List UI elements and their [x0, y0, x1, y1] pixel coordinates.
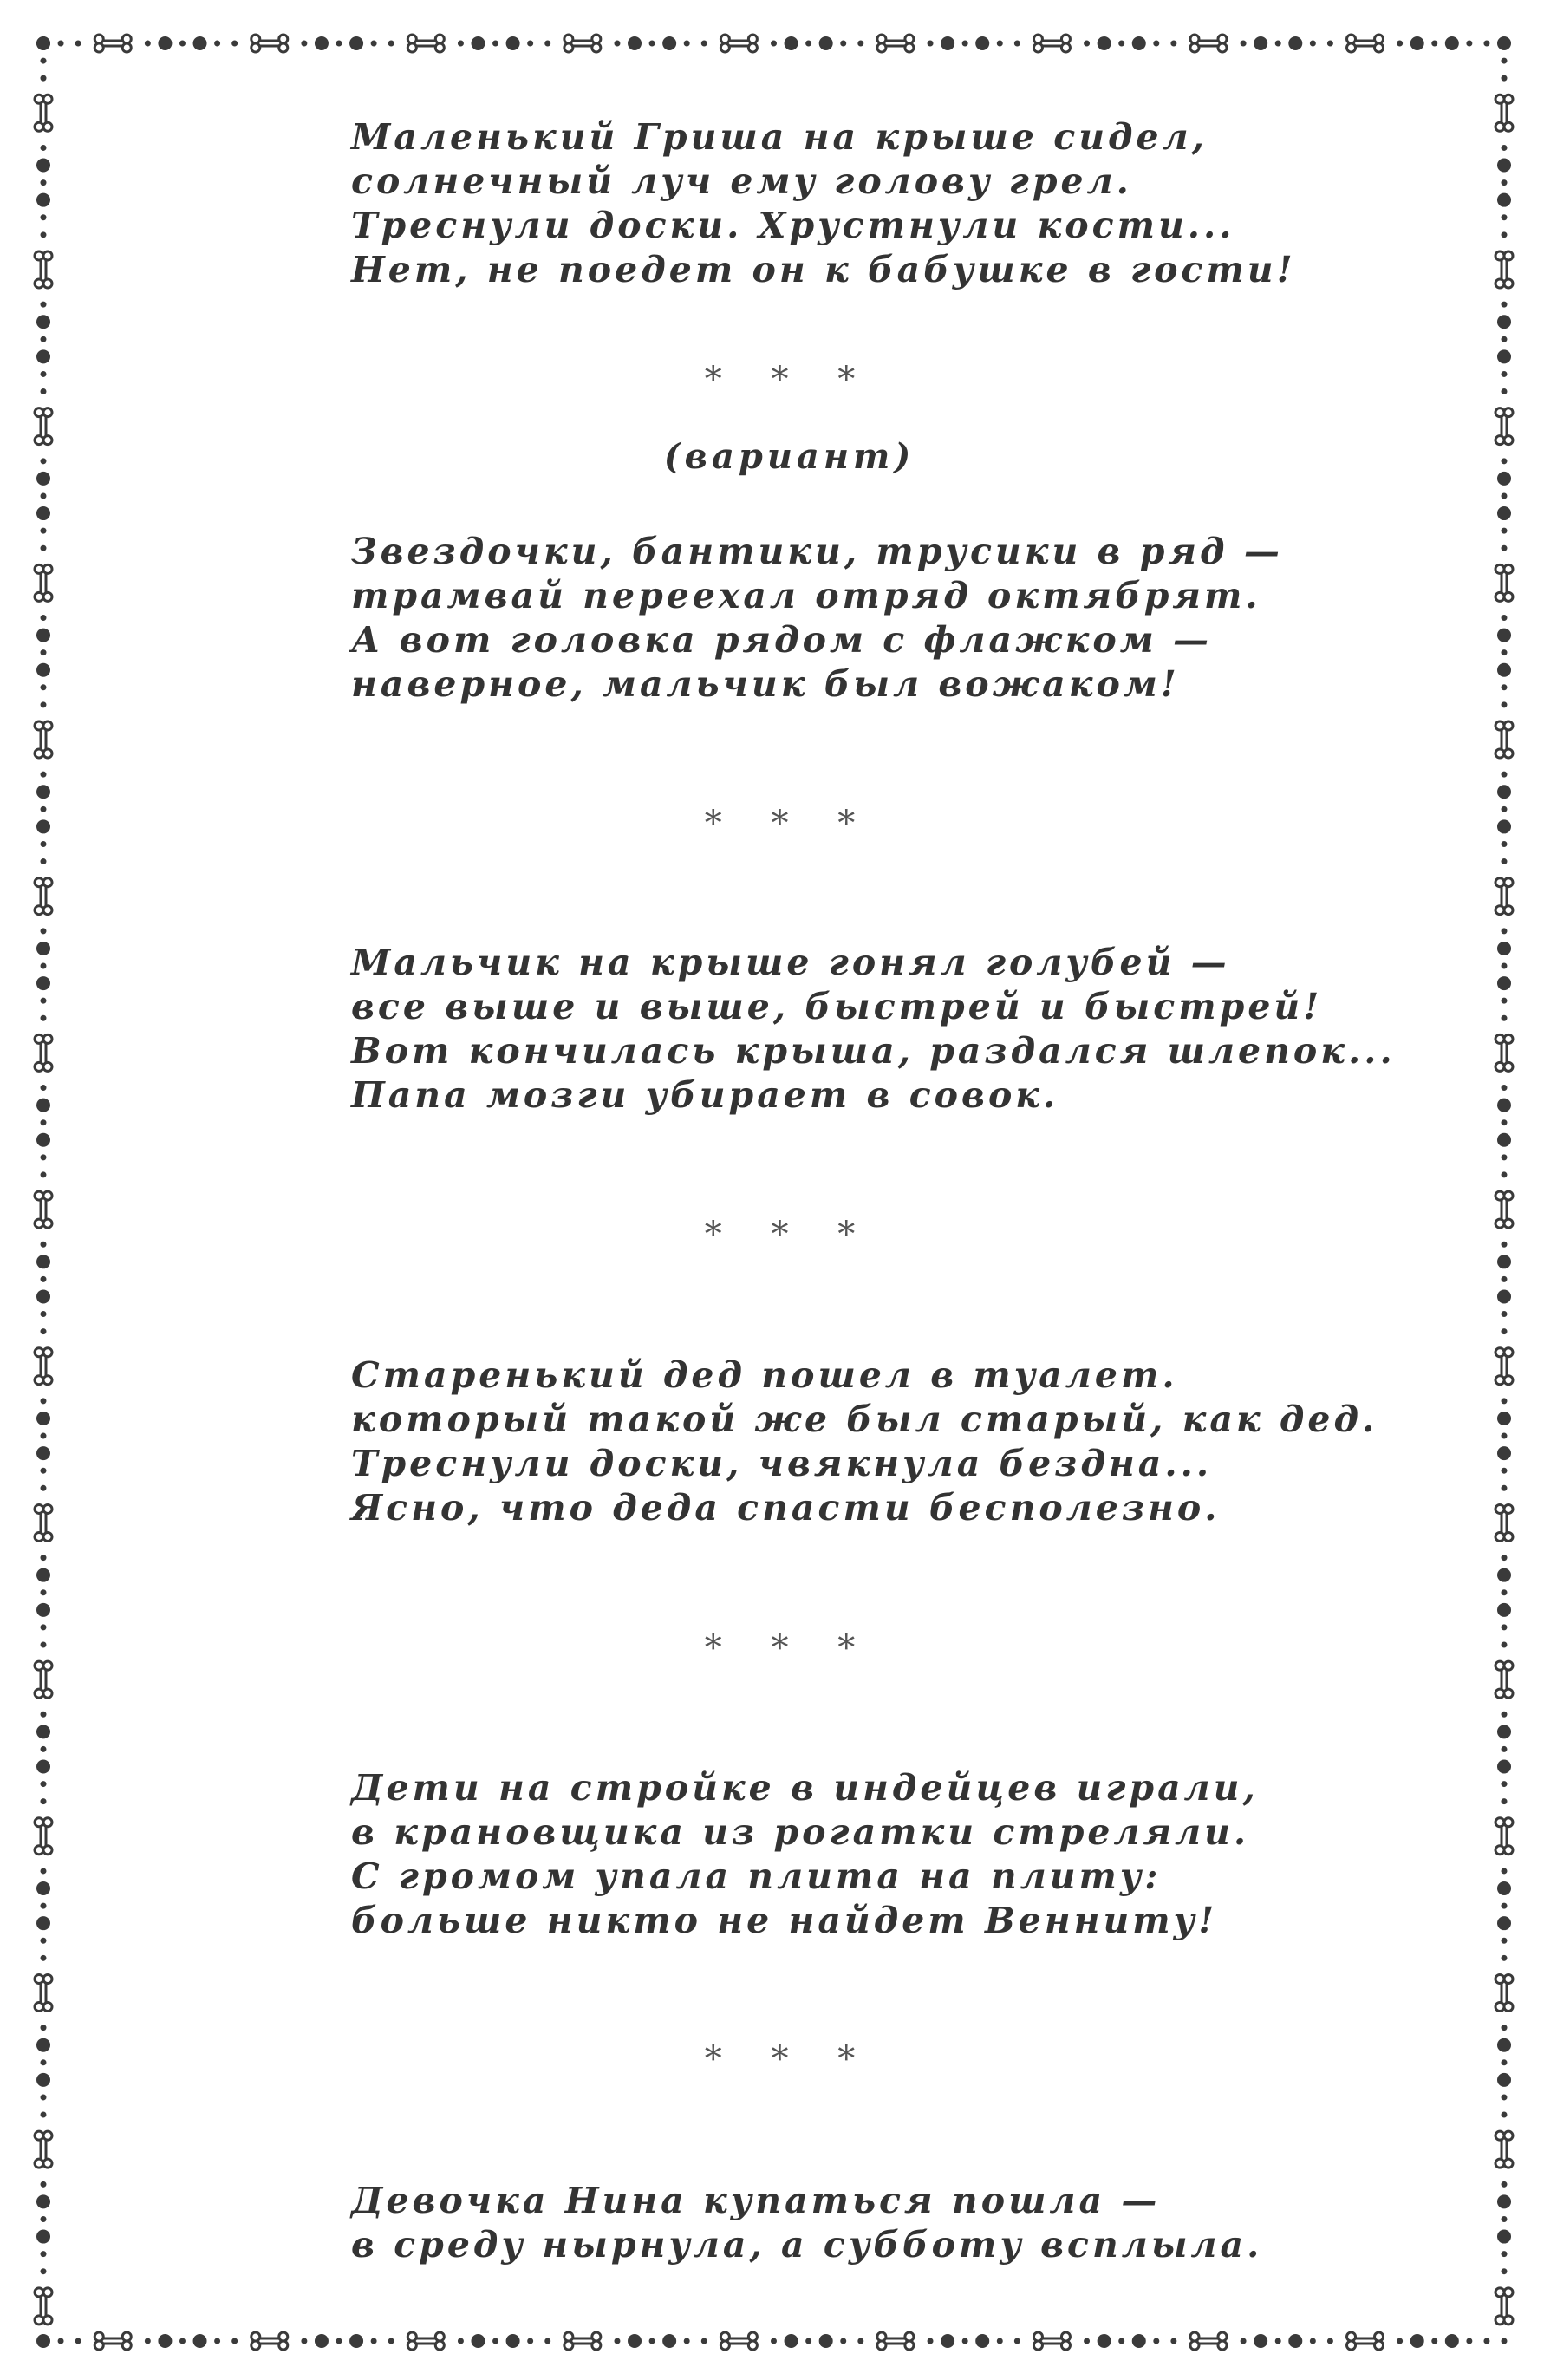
- poem-line: больше никто не найдет Венниту!: [351, 1900, 1218, 1941]
- poem-line: Вот кончилась крыша, раздался шлепок...: [351, 1030, 1396, 1072]
- stanza-separator: * * *: [704, 360, 875, 400]
- poem-line: А вот головка рядом с флажком —: [351, 619, 1212, 661]
- poem-line: Папа мозги убирает в совок.: [351, 1074, 1059, 1116]
- poem-line: солнечный луч ему голову грел.: [351, 160, 1132, 202]
- poem-1: [351, 115, 1296, 292]
- variant-label: (вариант): [663, 436, 915, 477]
- poem-line: Звездочки, бантики, трусики в ряд —: [351, 531, 1283, 572]
- stanza-separator: * * *: [704, 804, 875, 844]
- poem-line: трамвай переехал отряд октябрят.: [351, 575, 1261, 616]
- poem-line: в среду нырнула, а субботу всплыла.: [351, 2224, 1263, 2266]
- poem-line: Мальчик на крыше гонял голубей —: [351, 942, 1230, 983]
- poem-line: С громом упала плита на плиту:: [351, 1855, 1162, 1897]
- poem-3: [351, 941, 1396, 1118]
- poem-line: все выше и выше, быстрей и быстрей!: [351, 986, 1323, 1027]
- poem-6: [351, 2179, 1262, 2267]
- poem-line: Треснули доски, чвякнула бездна...: [351, 1443, 1213, 1484]
- poem-line: наверное, мальчик был вожаком!: [351, 663, 1180, 705]
- poem-2: [351, 530, 1283, 707]
- poem-line: Дети на стройке в индейцев играли,: [351, 1767, 1259, 1809]
- poem-line: Девочка Нина купаться пошла —: [351, 2180, 1161, 2221]
- stanza-separator: * * *: [704, 1215, 875, 1255]
- poem-line: в крановщика из рогатки стреляли.: [351, 1811, 1250, 1853]
- poem-line: Старенький дед пошел в туалет.: [351, 1354, 1178, 1396]
- poem-line: Маленький Гриша на крыше сидел,: [351, 116, 1208, 158]
- stanza-separator: * * *: [704, 1628, 875, 1668]
- poem-line: Ясно, что деда спасти бесполезно.: [351, 1487, 1221, 1529]
- poem-line: который такой же был старый, как дед.: [351, 1399, 1378, 1440]
- stanza-separator: * * *: [704, 2039, 875, 2079]
- poem-line: Нет, не поедет он к бабушке в гости!: [351, 249, 1296, 290]
- poem-4: [351, 1353, 1378, 1530]
- poem-5: [351, 1766, 1259, 1943]
- poem-line: Треснули доски. Хрустнули кости...: [351, 205, 1235, 246]
